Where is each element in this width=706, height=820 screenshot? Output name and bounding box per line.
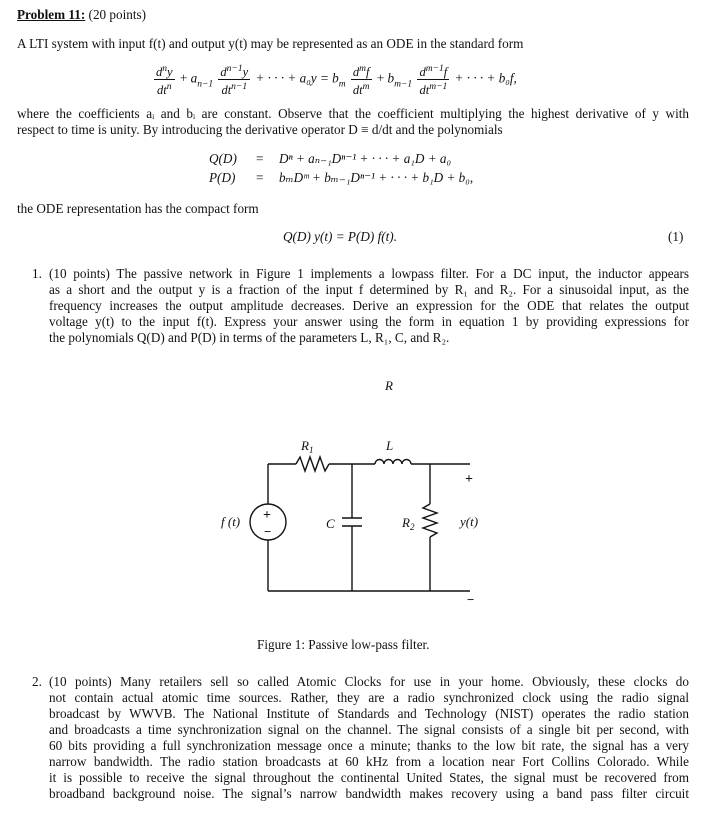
equation-number: (1)	[668, 229, 684, 244]
where-line-1: where the coefficients aᵢ and bᵢ are constant. Observe that the coefficient multiplying the highest derivative of y with	[17, 106, 689, 121]
inductor-label: L	[386, 438, 394, 453]
part2-line: it is possible to receive the signal throughout the continental United States, the signal must be recovered from	[49, 770, 689, 785]
ode-middle: + · · · + a₀y = b	[255, 70, 339, 86]
part1-number: 1.	[32, 266, 42, 281]
part1-line: frequency increases the output amplitude decreases. Derive an expression for the ODE that relates the output	[49, 298, 689, 313]
resistor-r2-symbol	[423, 504, 437, 537]
resistor-r1-symbol	[296, 457, 329, 471]
circuit-figure	[0, 360, 706, 660]
output-minus-sign: −	[467, 592, 475, 607]
part2-line: not contain actual atomic time sources. Rather, they are a radio synchronized clock using the radio signal	[49, 690, 689, 705]
p-poly-rhs: bₘDᵐ + bₘ₋₁Dⁿ⁻¹ + · · · + b₁D + b₀,	[279, 170, 474, 185]
problem-title: Problem 11:	[17, 7, 86, 22]
source-label: f (t)	[221, 514, 241, 529]
intro-text: A LTI system with input f(t) and output y(t) may be represented as an ODE in the standard form	[17, 36, 524, 51]
part1-line: (10 points) The passive network in Figure 1 implements a lowpass filter. For a DC input, the inductor appears	[49, 266, 689, 281]
q-poly-rhs: Dⁿ + aₙ₋₁Dⁿ⁻¹ + · · · + a₁D + a₀	[279, 151, 452, 166]
capacitor-label: C	[326, 516, 335, 531]
source-plus-sign: +	[263, 508, 271, 523]
compact-equation: Q(D) y(t) = P(D) f(t).	[283, 229, 397, 244]
q-poly-eq: =	[256, 151, 264, 166]
part2-line: and broadcasts a time synchronization signal on the channel. The signal consists of a single bit per second, with	[49, 722, 689, 737]
part2-line: broadband background noise. The signal’s narrow bandwidth makes recovery using a band pass filter circuit	[49, 786, 689, 801]
problem-heading	[17, 7, 146, 23]
part2-line: narrow bandwidth. The radio station broadcasts at 60 kHz from a location near Fort Collins Colorado. While	[49, 754, 689, 769]
part1-line: voltage y(t) to the input f(t). Express your answer using the form in equation 1 by providing expressions for	[49, 314, 689, 329]
part2-number: 2.	[32, 674, 42, 689]
output-plus-sign: +	[465, 472, 473, 487]
part1-line: the polynomials Q(D) and P(D) in terms of the parameters L, R₁, C, and R₂.	[49, 330, 450, 345]
p-poly-eq: =	[256, 170, 264, 185]
r1-label: $R_1$	[301, 438, 314, 455]
problem-points: (20 points)	[88, 7, 147, 22]
part2-line: (10 points) Many retailers sell so called Atomic Clocks for use in your home. Obviously, these clocks do	[49, 674, 689, 689]
output-label: y(t)	[460, 514, 479, 529]
part2-line: broadcast by WWVB. The National Institute of Standards and Technology (NIST) operates the radio station	[49, 706, 689, 721]
q-poly-lhs: Q(D)	[209, 151, 237, 166]
figure-caption: Figure 1: Passive low-pass filter.	[257, 637, 430, 652]
inductor-symbol	[375, 460, 411, 465]
r2-label: $R_2$	[402, 515, 415, 532]
part2-line: 60 bits providing a full synchronization message once a minute; thanks to the low bit rate, the signal has a very	[49, 738, 689, 753]
part1-line: as a short and the output y is a fraction of the input f determined by R₁ and R₂. For a sinusoidal input, as the	[49, 282, 689, 297]
source-minus-sign: −	[264, 524, 272, 539]
compact-intro: the ODE representation has the compact form	[17, 201, 259, 216]
ode-tail: + · · · + b₀f,	[454, 70, 517, 86]
ode-standard-form: $\frac{d^ny}{dt^n}$ + $a_{n-1}$ $\frac{d^{n-1}y}{dt^{n-1}}$ + · · · + $a_0y = b_m$ $\frac{d^mf}{dt^m}$ + $b_{m-1}$ $\frac{d^{m-1}f}{dt^{m-1}}$ + · · · + b₀f,	[156, 64, 517, 98]
p-poly-lhs: P(D)	[209, 170, 236, 185]
figure-top-label: R	[385, 378, 393, 393]
where-line-2: respect to time is unity. By introducing the derivative operator D ≡ d/dt and the polynomials	[17, 122, 503, 137]
